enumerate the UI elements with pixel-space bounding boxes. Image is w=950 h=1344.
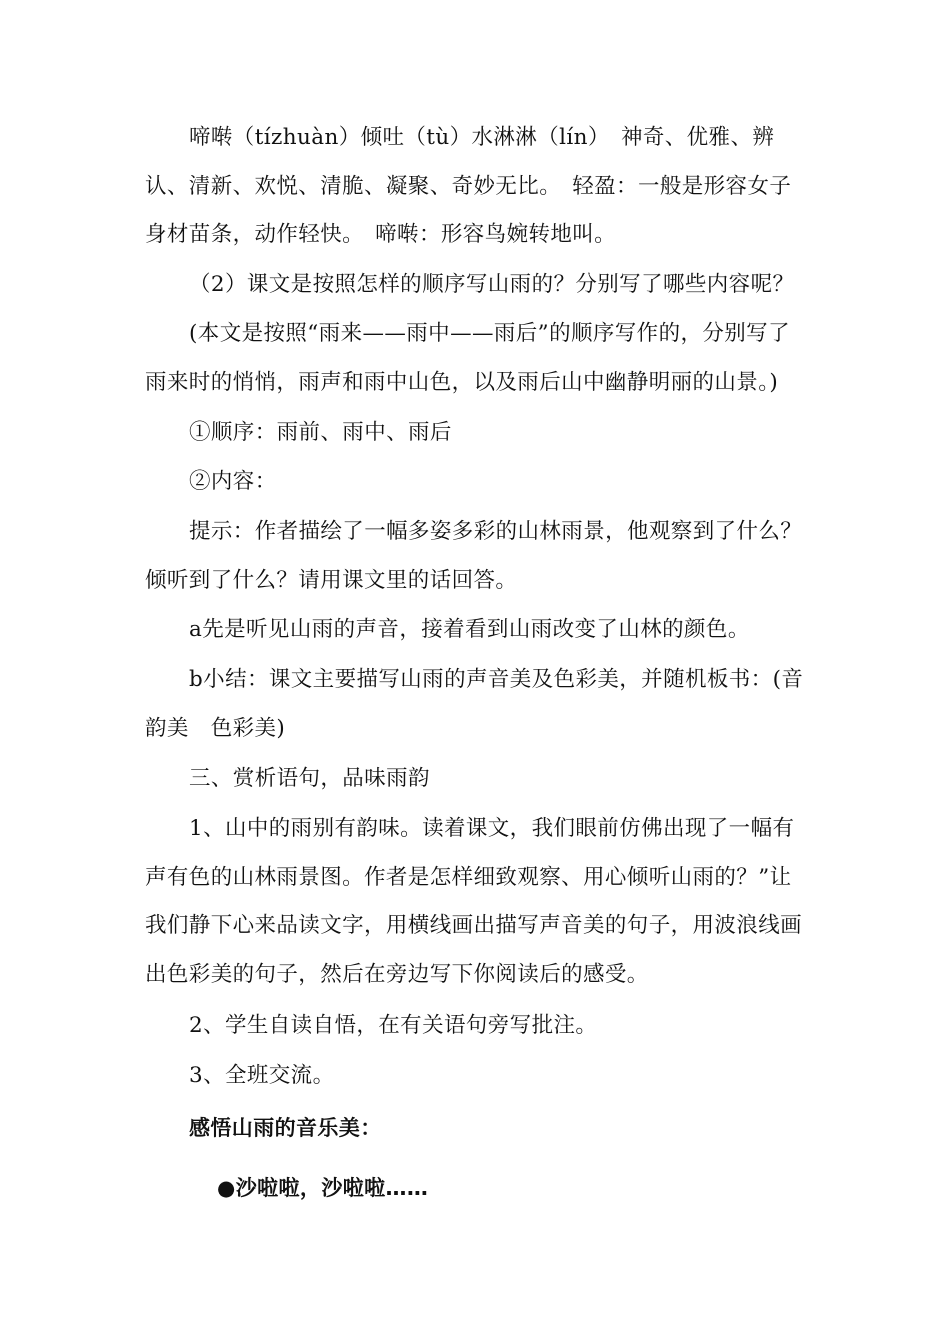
- order-item: ①顺序：雨前、雨中、雨后: [189, 420, 452, 445]
- question-paragraph: （2）课文是按照怎样的顺序写山雨的？分别写了哪些内容呢？: [189, 272, 795, 297]
- content-item: ②内容：: [189, 469, 277, 494]
- point-a-paragraph: a先是听见山雨的声音，接着看到山雨改变了山林的颜色。: [189, 617, 750, 642]
- vocabulary-paragraph: 啼啭（tízhuàn）倾吐（tù）水淋淋（lín） 神奇、优雅、辨认、清新、欢悦、清脆、凝聚、奇妙无比。 轻盈：一般是形容女子身材苗条，动作轻快。 啼啭：形容鸟婉转地叫。: [145, 125, 792, 247]
- point-b-paragraph: b小结：课文主要描写山雨的声音美及色彩美，并随机板书：(音韵美 色彩美): [145, 667, 804, 741]
- hint-paragraph: 提示：作者描绘了一幅多姿多彩的山林雨景，他观察到了什么？倾听到了什么？请用课文里的话回答。: [145, 519, 803, 593]
- answer-paragraph: (本文是按照“雨来——雨中——雨后”的顺序写作的，分别写了雨来时的悄悄，雨声和雨中山色，以及雨后山中幽静明丽的山景。): [145, 321, 790, 395]
- section-heading: 三、赏析语句，品味雨韵: [189, 766, 430, 791]
- bold-heading: 感悟山雨的音乐美：: [189, 1116, 382, 1140]
- self-study-paragraph: 2、学生自读自悟，在有关语句旁写批注。: [189, 1013, 598, 1038]
- reading-instruction-paragraph: 1、山中的雨别有韵味。读着课文，我们眼前仿佛出现了一幅有声有色的山林雨景图。作者是怎样细致观察、用心倾听山雨的？”让我们静下心来品读文字，用横线画出描写声音美的句子，用波浪线画出色彩美的句子，然后在旁边写下你阅读后的感受。: [145, 816, 803, 987]
- class-discussion-paragraph: 3、全班交流。: [189, 1063, 335, 1088]
- bold-bullet-line: ●沙啦啦，沙啦啦……: [217, 1176, 429, 1200]
